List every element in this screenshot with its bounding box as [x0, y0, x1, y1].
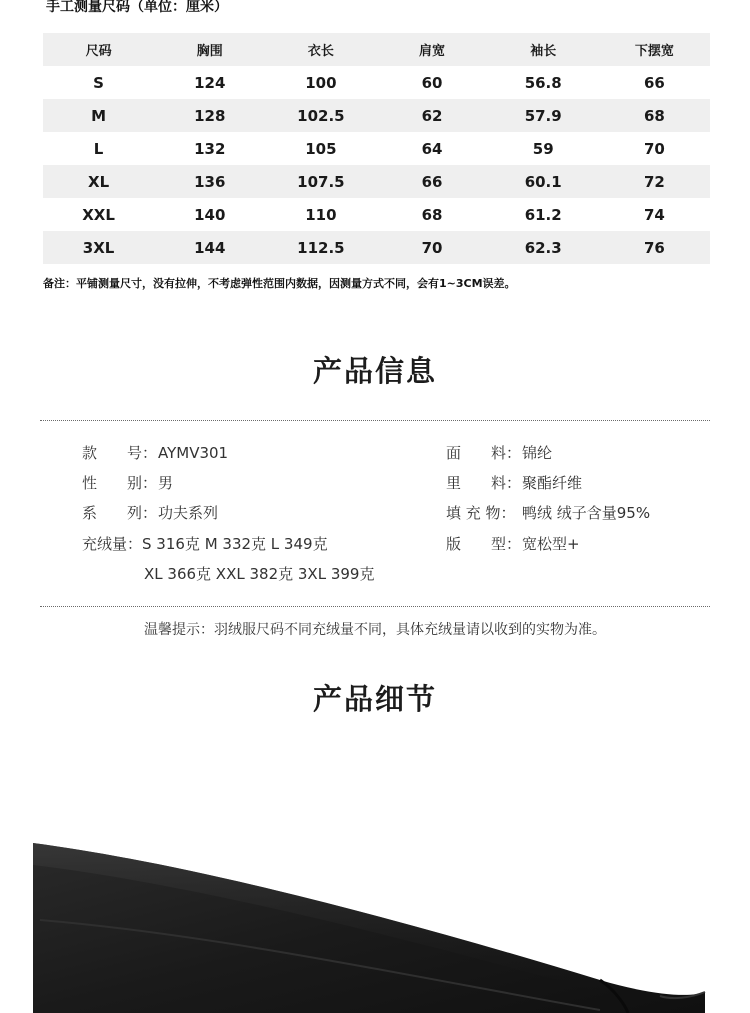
table-cell: XXL	[82, 205, 115, 224]
table-cell: 68	[599, 99, 710, 132]
table-cell: 3XL	[43, 231, 154, 264]
table-row	[43, 165, 710, 198]
table-cell: 56.8	[524, 73, 562, 92]
table-cell: 76	[599, 231, 710, 264]
table-cell: 100	[305, 73, 337, 92]
table-row	[43, 132, 710, 165]
product-detail-title: 产品细节	[312, 682, 437, 716]
table-cell: 107.5	[265, 165, 376, 198]
column-header: 下摆宽	[599, 33, 710, 66]
info-value: 男	[158, 474, 174, 492]
info-label: 版 型：	[446, 535, 522, 553]
size-table	[43, 33, 710, 264]
table-cell: 68	[421, 205, 443, 224]
table-cell: 132	[194, 139, 226, 158]
table-cell: 62	[376, 99, 487, 132]
info-item-series	[82, 502, 218, 523]
table-cell: 124	[194, 73, 226, 92]
table-row	[43, 99, 710, 132]
info-value: 宽松型+	[522, 535, 580, 553]
divider	[40, 420, 710, 421]
divider	[40, 606, 710, 607]
info-value: 功夫系列	[158, 504, 219, 522]
table-cell: 105	[305, 139, 337, 158]
table-cell: 59	[532, 139, 554, 158]
table-cell: 64	[421, 139, 443, 158]
table-row	[43, 198, 710, 231]
table-cell: 70	[643, 139, 665, 158]
info-label: 充绒量：	[82, 535, 143, 553]
info-item-gender	[82, 472, 173, 493]
table-cell: 60	[421, 73, 443, 92]
table-cell: 60.1	[488, 165, 599, 198]
column-header: 袖长	[488, 33, 599, 66]
column-header: 衣长	[265, 33, 376, 66]
info-item-down-fill	[82, 533, 328, 554]
info-label: 性 别：	[82, 474, 158, 492]
jacket-detail-photo	[0, 760, 750, 1013]
info-value: 鸭绒 绒子含量95%	[522, 504, 651, 522]
down-fill-tip: 温馨提示：羽绒服尺码不同充绒量不同，具体充绒量请以收到的实物为准。	[144, 622, 606, 638]
info-label: 面 料：	[446, 444, 522, 462]
table-header-row	[43, 33, 710, 66]
table-cell: 61.2	[524, 205, 562, 224]
info-label: 款 号：	[82, 444, 158, 462]
column-header: 肩宽	[376, 33, 487, 66]
table-cell: 102.5	[265, 99, 376, 132]
info-label: 填 充 物：	[446, 504, 516, 522]
info-item-lining	[446, 472, 582, 493]
table-row	[43, 231, 710, 264]
column-header: 尺码	[43, 33, 154, 66]
size-note: 备注：平铺测量尺寸，没有拉伸，不考虑弹性范围内数据，因测量方式不同，会有1~3CM误差。	[43, 277, 516, 290]
table-cell: 66	[376, 165, 487, 198]
info-label: 系 列：	[82, 504, 158, 522]
size-chart-heading: 手工测量尺码（单位：厘米）	[46, 0, 228, 15]
table-cell: 70	[376, 231, 487, 264]
info-item-filling	[446, 502, 650, 523]
table-cell: 72	[599, 165, 710, 198]
table-cell: 140	[194, 205, 226, 224]
info-item-fabric	[446, 442, 552, 463]
table-cell: 110	[305, 205, 337, 224]
info-label: 里 料：	[446, 474, 522, 492]
table-row	[43, 66, 710, 99]
table-cell: 57.9	[488, 99, 599, 132]
info-item-fit	[446, 533, 580, 554]
table-cell: 66	[643, 73, 665, 92]
table-cell: 128	[154, 99, 265, 132]
table-cell: 144	[154, 231, 265, 264]
info-value: S 316克 M 332克 L 349克	[142, 535, 328, 553]
table-cell: M	[43, 99, 154, 132]
column-header: 胸围	[154, 33, 265, 66]
info-value: AYMV301	[158, 444, 229, 462]
table-cell: 74	[643, 205, 665, 224]
table-cell: 136	[154, 165, 265, 198]
info-item-style-number	[82, 442, 228, 463]
info-value: 锦纶	[522, 444, 553, 462]
table-cell: 112.5	[265, 231, 376, 264]
table-cell: XL	[43, 165, 154, 198]
table-cell: L	[93, 139, 104, 158]
product-info-title: 产品信息	[312, 354, 437, 388]
table-cell: 62.3	[488, 231, 599, 264]
info-value: 聚酯纤维	[522, 474, 583, 492]
down-fill-second-line: XL 366克 XXL 382克 3XL 399克	[144, 565, 375, 583]
table-cell: S	[93, 73, 104, 92]
